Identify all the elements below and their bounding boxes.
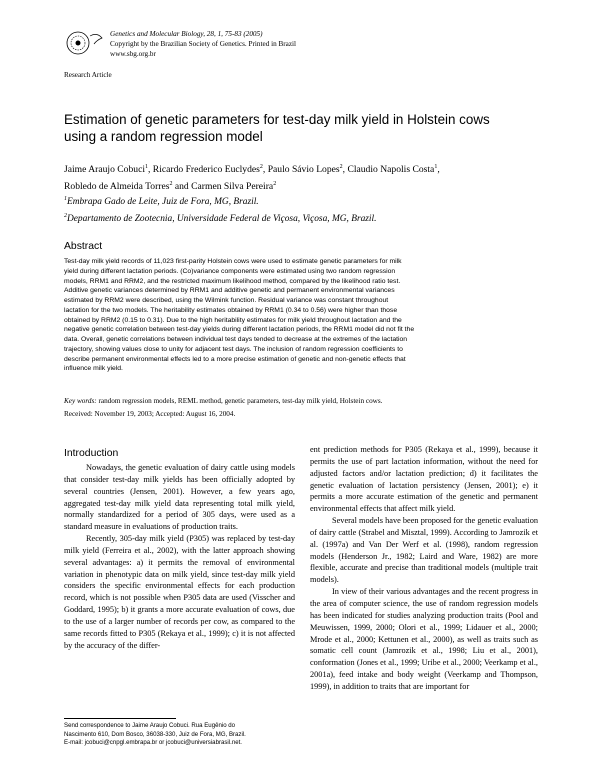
journal-website[interactable]: www.sbg.org.br [110,50,156,59]
column-left [64,462,295,652]
affiliations [64,193,544,226]
copyright-line: Copyright by the Brazilian Society of Genetics. Printed in Brazil [110,40,297,49]
paragraph: In view of their various advantages and the recent progress in the area of computer science, the use of random regression models has been indicated for studies analyzing production traits (Pool and Meuwissen, 1999, 2000; Olori et al., 1999; Lidauer et al., 2000; Mrode et al., 2000; Kettunen et al., 2000), as well as traits such as somatic cell count (Jamrozik et al., 1998; Liu et al., 2001), conformation (Jones et al., 1999; Uribe et al., 2000; Veerkamp et al., 2001a), feed intake and body weight (Veerkamp and Thompson, 1999), in addition to traits that are important for [310,587,538,691]
keywords [64,396,538,406]
author-aff: 1 [145,164,148,170]
correspondence-line: Nascimento 610, Dom Bosco, 36038-330, Juiz de Fora, MG, Brazil. [64,730,246,738]
affiliation-2: $^2$Departamento de Zootecnia, Universidade Federal de Viçosa, Viçosa, MG, Brazil. [64,212,377,224]
introduction-heading: Introduction [64,448,119,459]
correspondence-line[interactable]: E-mail: jcobuci@cnpgl.embrapa.br or jcobuci@universiabrasil.net. [64,739,242,747]
author-line-1: Jaime Araujo Cobuci$^1$, Ricardo Frederico Euclydes$^2$, Paulo Sávio Lopes$^2$, Claudio Napolis Costa$^1$, [64,164,440,176]
abstract-line: influence milk yield. [64,365,123,373]
abstract-line: trajectory, showing values close to unity for adjacent test days. The inclusion of random regression coefficients to [64,345,403,353]
abstract-line: models, RRM1 and RRM2, and the restricted maximum likelihood method, compared by the likelihood ratio test. [64,277,401,285]
author-name: Robledo de Almeida Torres [64,181,170,193]
correspondence-line: Send correspondence to Jaime Araujo Cobuci. Rua Eugênio do [64,722,236,729]
paragraph: ent prediction methods for P305 (Rekaya et al., 1999), because it permits the use of part lactation information, without the need for adjusted factors and/or lactation prediction; d) it facilitates the genetic evaluation of lactation persistency (Jensen, 2001); e) it permits a more accurate estimation of the genetic and permanent environmental effects that affect milk yield. [310,445,538,514]
abstract-line: Additive genetic variances determined by RRM1 and additive genetic and permanent environmental variances [64,287,395,295]
paragraph: Nowadays, the genetic evaluation of dairy cattle using models that consider test-day milk yields has been officially adopted by several countries (Jensen, 2001). However, a few years ago, aggregated test-day milk yield data representing total milk yield, normally standardized for a period of 305 days, were used as a standard measure in evaluations of production traits. [64,463,295,532]
correspondence-note [64,722,304,748]
abstract-line: obtained by RRM2 (0.15 to 0.31). Due to the high heritability estimates for milk yield throughout lactation and the [64,316,402,324]
abstract-line: describe permanent environmental effects led to a more precise estimation of genetic and non-genetic effects that [64,355,406,363]
author-aff: 2 [169,181,173,188]
abstract-line: yield during different lactation periods. (Co)variance components were estimated using two random regression [64,267,396,275]
author-name: Ricardo Frederico Euclydes [152,164,260,176]
title-line-2: using a random regression model [64,129,263,144]
abstract-line: negative genetic correlation between test-day yields during different lactation periods, the RRM1 model did not fit the [64,326,415,334]
keywords-text: random regression models, REML method, genetic parameters, test-day milk yield, Holstein cows. [98,397,383,405]
author-line-2: Robledo de Almeida Torres$^2$ and Carmen Silva Pereira$^2$ [64,181,277,193]
journal-citation: Genetics and Molecular Biology, 28, 1, 75-83 (2005) [110,30,263,38]
sbg-logo [64,30,104,56]
title-line-1: Estimation of genetic parameters for test-day milk yield in Holstein cows [64,112,490,127]
abstract-line: Test-day milk yield records of 11,023 first-parity Holstein cows were used to estimate genetic parameters for milk [64,258,402,265]
paper-title [64,111,544,145]
author-name: Carmen Silva Pereira [191,181,274,193]
abstract-heading: Abstract [64,241,103,252]
received-dates: Received: November 19, 2003; Accepted: August 16, 2004. [64,410,236,418]
column-right [310,444,538,693]
affiliation-1: $^1$Embrapa Gado de Leite, Juiz de Fora, MG, Brazil. [64,196,259,208]
author-name: Jaime Araujo Cobuci [64,164,145,176]
keywords-label: Key words: [64,397,97,405]
article-type: Research Article [64,71,112,79]
author-aff: 2 [339,164,343,170]
author-aff: 2 [259,164,263,170]
abstract-line: data. Overall, genetic correlations between individual test days tended to decrease at the extremes of the lactation [64,336,408,343]
abstract-line: estimated by RRM2 were described, using the Wilmink function. Residual variance was constant throughout [64,297,389,304]
footnote-rule [64,718,176,719]
abstract-body [64,257,538,374]
paragraph: Recently, 305-day milk yield (P305) was replaced by test-day milk yield (Ferreira et al., 2002), with the latter approach showing several advantages: a) it permits the removal of environmental variation in phenotypic data on milk yield, since test-day milk yield considers the specific environmental effects for each production record, which is not possible when P305 data are used (Visscher and Goddard, 1995); b) it grants a more accurate evaluation of cows, due to the use of a larger number of records per cow, as compared to the same records fitted to P305 (Rekaya et al., 1999); c) it is not affected by the accuracy of the differ- [64,534,295,650]
author-list [64,160,544,194]
author-aff: 1 [434,164,438,170]
author-aff: 2 [273,181,277,188]
paragraph: Several models have been proposed for the genetic evaluation of dairy cattle (Strabel and Misztal, 1999). According to Jamrozik et al. (1997a) and Van Der Werf et al. (1998), random regression models (Henderson Jr., 1982; Laird and Ware, 1982) are more flexible, accurate and precise than traditional models (multiple trait models). [310,516,538,585]
journal-info [110,29,296,60]
author-name: Paulo Sávio Lopes [267,164,340,176]
author-name: Claudio Napolis Costa [347,164,435,176]
abstract-line: lactation for the two models. The heritability estimates obtained by RRM1 (0.34 to 0.56) were higher than those [64,306,398,314]
